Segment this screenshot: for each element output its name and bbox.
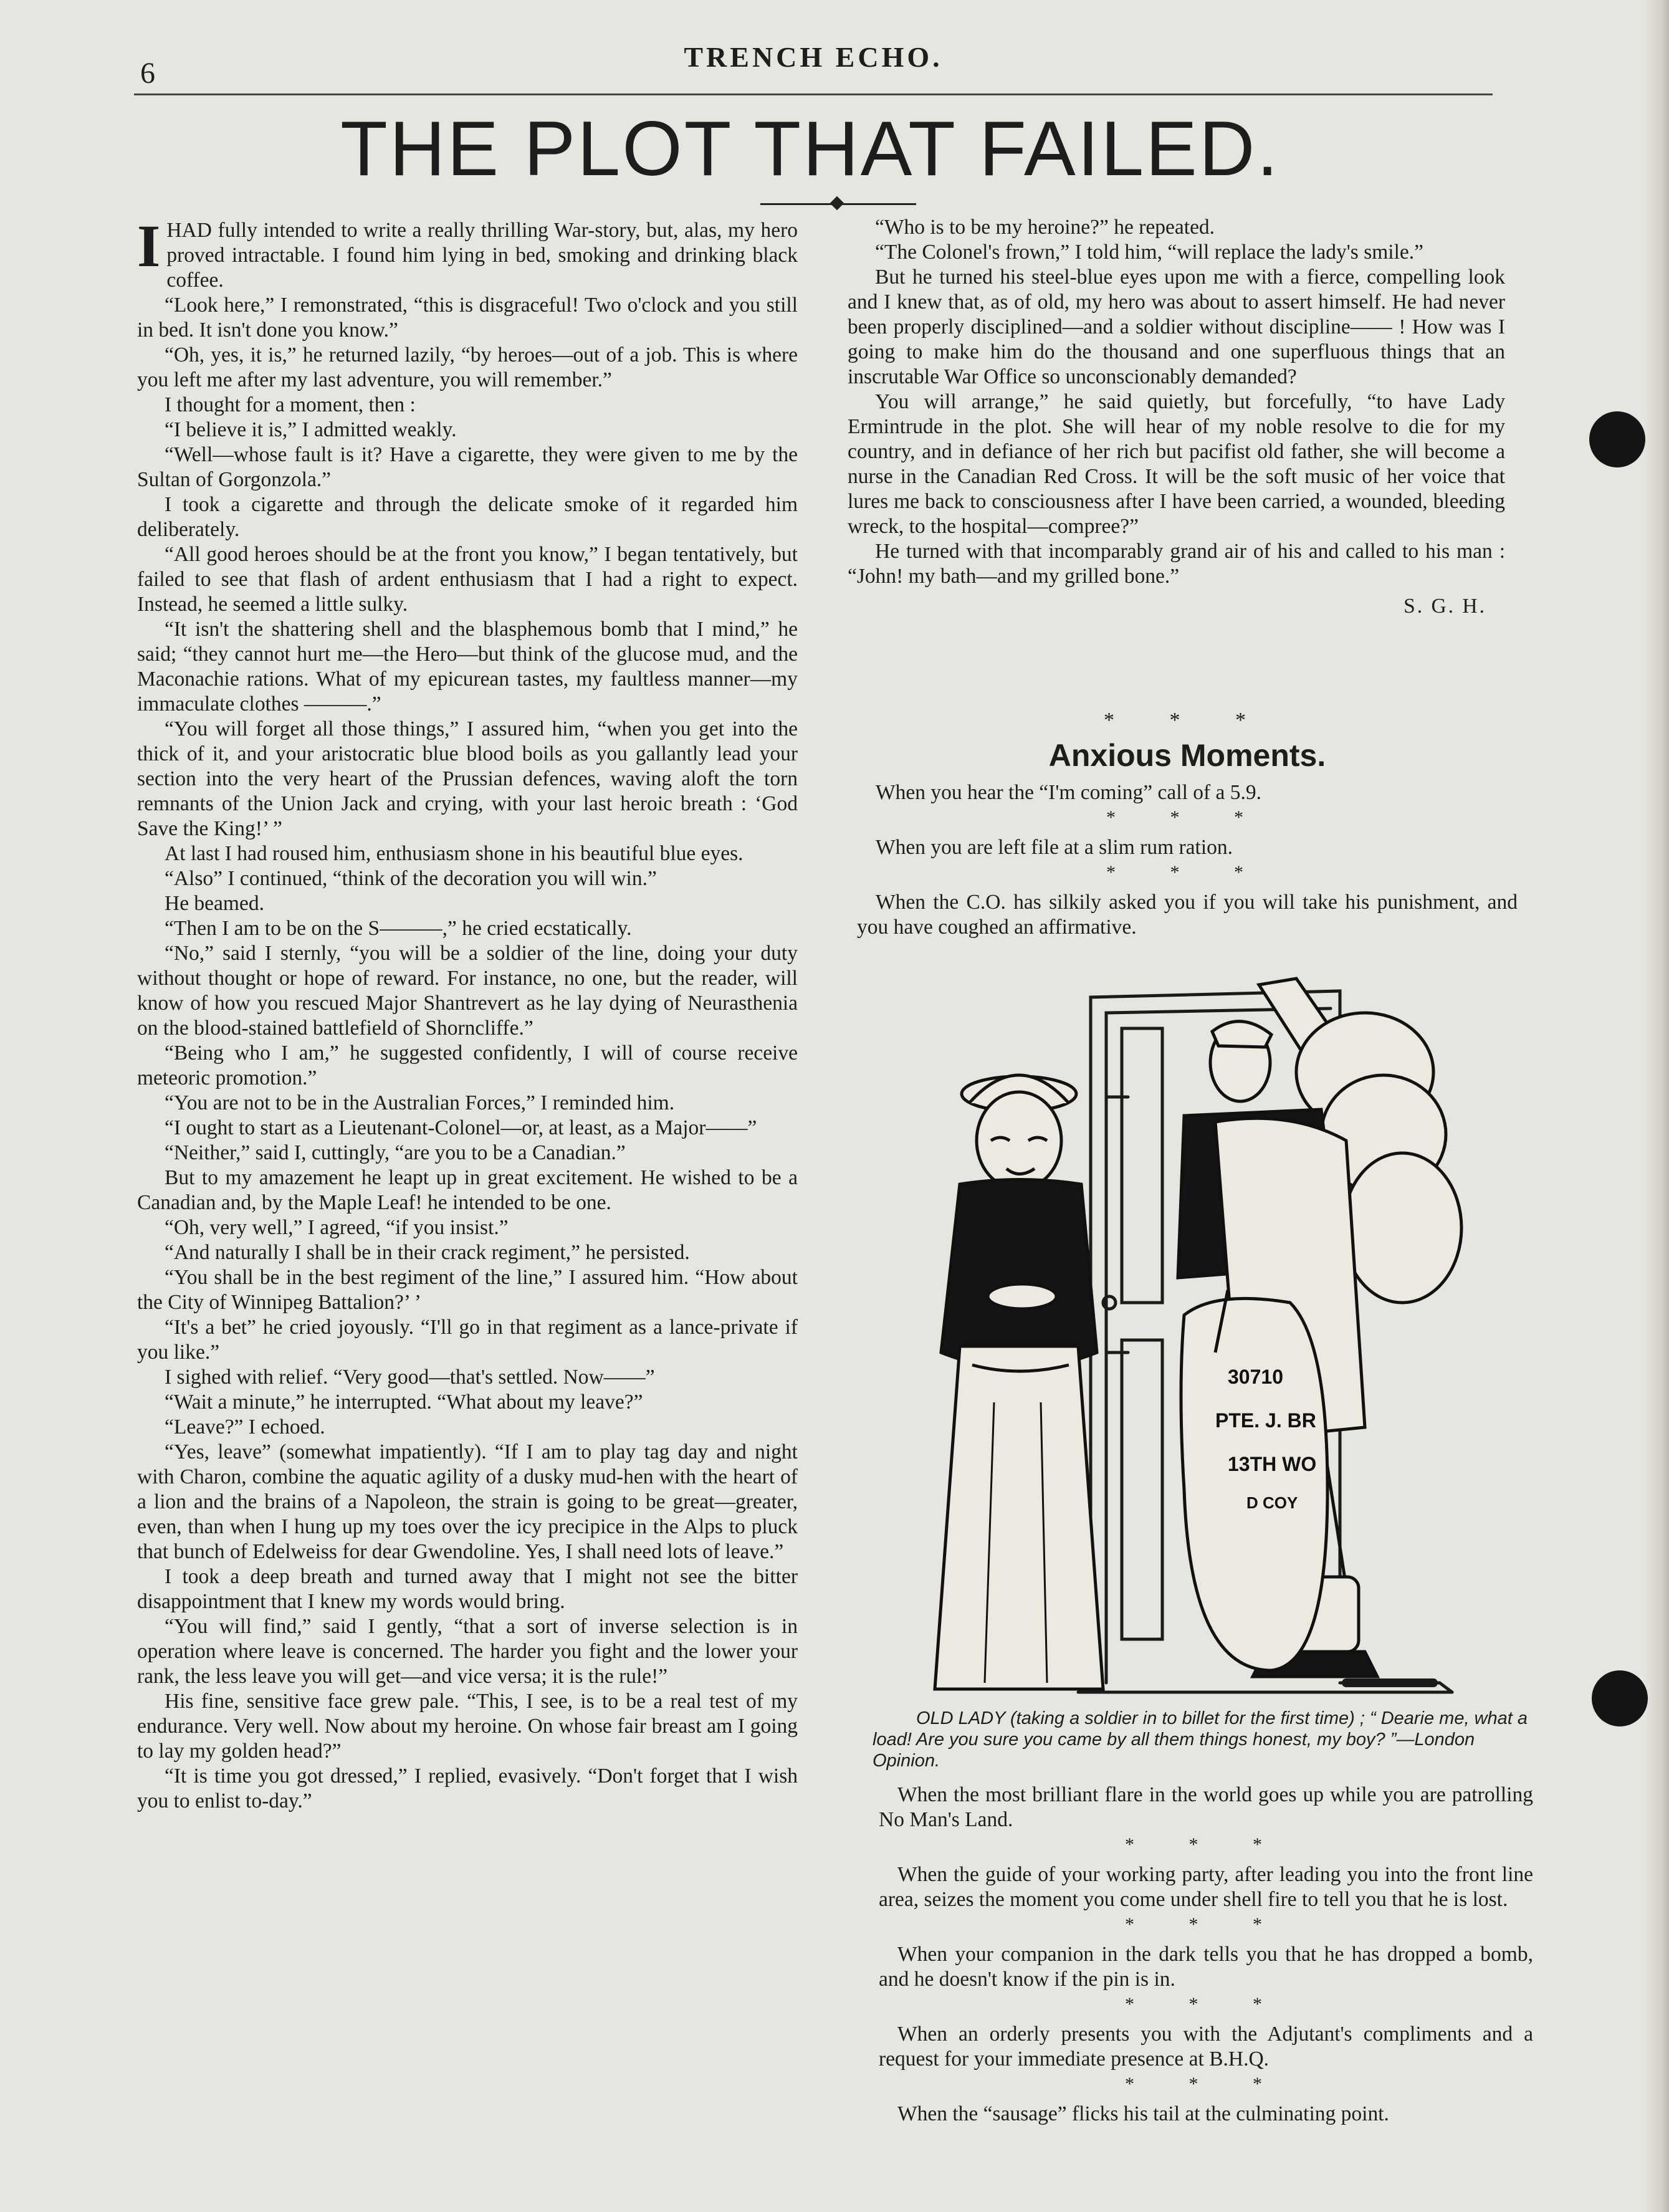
article-paragraph: I sighed with relief. “Very good—that's settled. Now——” bbox=[165, 1366, 655, 1389]
page-number: 6 bbox=[140, 57, 155, 90]
article-paragraph: “You are not to be in the Australian Forces,” I reminded him. bbox=[165, 1091, 675, 1114]
anxious-item: When the C.O. has silkily asked you if you will take his punishment, and you have coughed an affirmative. bbox=[857, 891, 1518, 939]
article-paragraph: “You will find,” said I gently, “that a sort of inverse selection is in operation where leave is concerned. The harder you fight and the lower your rank, the less leave you will get—and vice versa; it is the rule!” bbox=[137, 1615, 798, 1688]
article-paragraph: “The Colonel's frown,” I told him, “will replace the lady's smile.” bbox=[875, 241, 1424, 264]
item-separator: * * * bbox=[1125, 2074, 1287, 2094]
article-paragraph: “Oh, yes, it is,” he returned lazily, “by heroes—out of a job. This is where you left me after my last adventure, you will remember.” bbox=[137, 343, 798, 391]
article-paragraph: “Look here,” I remonstrated, “this is disgraceful! Two o'clock and you still in bed. It isn't done you know.” bbox=[137, 294, 798, 342]
anxious-item: When you are left file at a slim rum ration. bbox=[876, 836, 1233, 859]
kit-bag-stencil: 30710 bbox=[1228, 1366, 1283, 1388]
kit-bag-stencil: D COY bbox=[1246, 1493, 1298, 1512]
article-paragraph: I thought for a moment, then : bbox=[165, 393, 416, 416]
anxious-item: When the guide of your working party, after leading you into the front line area, seizes the moment you come under shell fire to tell you that he is lost. bbox=[879, 1863, 1533, 1911]
item-separator: * * * bbox=[1125, 1834, 1287, 1855]
article-paragraph: “Leave?” I echoed. bbox=[165, 1415, 325, 1439]
cartoon-caption: OLD LADY (taking a soldier in to billet for the first time) ; “ Dearie me, what a load! Are you sure you came by all them things honest, my boy? ”—London Opinion. bbox=[873, 1708, 1528, 1771]
article-paragraph: “Wait a minute,” he interrupted. “What about my leave?” bbox=[165, 1391, 643, 1414]
kit-bag bbox=[1181, 1290, 1327, 1670]
article-paragraph: At last I had roused him, enthusiasm shone in his beautiful blue eyes. bbox=[165, 842, 744, 865]
section-heading: Anxious Moments. bbox=[1048, 738, 1326, 773]
kit-bag-stencil: PTE. J. BR bbox=[1215, 1409, 1316, 1432]
masthead: TRENCH ECHO. bbox=[684, 41, 943, 73]
article-paragraph: I took a cigarette and through the delicate smoke of it regarded him deliberately. bbox=[137, 493, 798, 541]
anxious-item: When your companion in the dark tells you that he has dropped a bomb, and he doesn't know if the pin is in. bbox=[879, 1943, 1533, 1991]
item-separator: * * * bbox=[1125, 1914, 1287, 1935]
article-paragraph: You will arrange,” he said quietly, but forcefully, “to have Lady Ermintrude in the plot. She will hear of my noble resolve to die for my country, and in defiance of her rich but pacifist old father, she will become a nurse in the Canadian Red Cross. It will be the soft music of her voice that lures me back to consciousness after I have been carried, a wounded, bleeding wreck, to the hospital—compree?” bbox=[848, 390, 1505, 538]
item-separator: * * * bbox=[1106, 862, 1268, 883]
old-lady-figure bbox=[935, 1075, 1103, 1689]
article-paragraph: He beamed. bbox=[165, 892, 264, 915]
article-paragraph: “I believe it is,” I admitted weakly. bbox=[165, 418, 457, 441]
article-paragraph: His fine, sensitive face grew pale. “This, I see, is to be a real test of my endurance. Very well. Now about my heroine. On whose fair breast am I going to lay my golden head?” bbox=[137, 1690, 798, 1763]
article-paragraph: “I ought to start as a Lieutenant-Colonel—or, at least, as a Major——” bbox=[165, 1116, 757, 1139]
article-paragraph: “Who is to be my heroine?” he repeated. bbox=[875, 216, 1215, 239]
article-paragraph: “Neither,” said I, cuttingly, “are you to be a Canadian.” bbox=[165, 1141, 626, 1164]
article-paragraph: “Yes, leave” (somewhat impatiently). “If I am to play tag day and night with Charon, combine the aquatic agility of a dusky mud-hen with the heart of a lion and the brains of a Napoleon, the strain is going to be great—greater, even, than when I hung up my toes over the icy precipice in the Alps to pluck that bunch of Edelweiss for dear Gwendoline. Yes, I shall need lots of leave.” bbox=[137, 1440, 798, 1563]
article-left-column bbox=[137, 213, 798, 1814]
article-title: THE PLOT THAT FAILED. bbox=[340, 106, 1280, 192]
article-paragraph: “It's a bet” he cried joyously. “I'll go in that regiment as a lance-private if you like.” bbox=[137, 1316, 798, 1364]
article-paragraph: “You will forget all those things,” I assured him, “when you get into the thick of it, and your aristocratic blue blood boils as you gallantly lead your section into the very heart of the Prussian defences, waving aloft the torn remnants of the Union Jack and crying, with your last heroic breath : ‘God Save the King!’ ” bbox=[137, 717, 798, 840]
article-paragraph: “It isn't the shattering shell and the blasphemous bomb that I mind,” he said; “they cannot hurt me—the Hero—but think of the glucose mud, and the Maconachie rations. What of my epicurean tastes, my faultless manner—my immaculate clothes ———.” bbox=[137, 618, 798, 716]
drop-cap: I bbox=[137, 213, 161, 279]
article-paragraph: “It is time you got dressed,” I replied, evasively. “Don't forget that I wish you to enlist to-day.” bbox=[137, 1764, 798, 1812]
article-paragraph: “Then I am to be on the S———,” he cried ecstatically. bbox=[165, 917, 632, 940]
header-rule bbox=[134, 93, 1493, 95]
anxious-item: When the “sausage” flicks his tail at the culminating point. bbox=[897, 2102, 1389, 2125]
kit-bag-stencil: 13TH WO bbox=[1228, 1453, 1317, 1475]
article-right-column bbox=[848, 215, 1505, 619]
item-separator: * * * bbox=[1125, 1994, 1287, 2014]
article-paragraph: “And naturally I shall be in their crack regiment,” he persisted. bbox=[165, 1241, 690, 1264]
anxious-item: When the most brilliant flare in the world goes up while you are patrolling No Man's Land. bbox=[879, 1783, 1533, 1831]
author-signature: S. G. H. bbox=[1404, 595, 1486, 618]
article-paragraph: “Being who I am,” he suggested confidently, I will of course receive meteoric promotion.” bbox=[137, 1041, 798, 1089]
anxious-item: When an orderly presents you with the Adjutant's compliments and a request for your immediate presence at B.H.Q. bbox=[879, 2023, 1533, 2071]
article-paragraph: “No,” said I sternly, “you will be a soldier of the line, doing your duty without thought or hope of reward. For instance, no one, but the reader, will know of how you rescued Major Shantrevert as he lay dying of Neurasthenia on the blood-stained battlefield of Shorncliffe.” bbox=[137, 942, 798, 1040]
title-ornament-diamond bbox=[830, 196, 844, 211]
article-paragraph: IHAD fully intended to write a really thrilling War-story, but, alas, my hero proved intractable. I found him lying in bed, smoking and drinking black coffee. bbox=[137, 213, 798, 292]
page-edge bbox=[1644, 0, 1669, 2212]
article-paragraph: He turned with that incomparably grand air of his and called to his man : “John! my bath—and my grilled bone.” bbox=[848, 540, 1505, 588]
article-paragraph: “Well—whose fault is it? Have a cigarette, they were given to me by the Sultan of Gorgonzola.” bbox=[137, 443, 798, 491]
section-separator: * * * bbox=[1104, 709, 1271, 732]
item-separator: * * * bbox=[1106, 807, 1268, 828]
punch-hole bbox=[1592, 1670, 1648, 1726]
article-paragraph: But he turned his steel-blue eyes upon me with a fierce, compelling look and I knew that, as of old, my hero was about to assert himself. He had never been properly disciplined—and a soldier without discipline—— ! How was I going to make him do the thousand and one superfluous things that an inscrutable War Office so unconscionably demanded? bbox=[848, 266, 1505, 388]
punch-hole bbox=[1589, 411, 1645, 467]
article-paragraph: “All good heroes should be at the front you know,” I began tentatively, but failed to see that flash of ardent enthusiasm that I had a right to expect. Instead, he seemed a little sulky. bbox=[137, 543, 798, 616]
cartoon-illustration bbox=[891, 954, 1465, 1702]
page-header bbox=[134, 34, 1493, 90]
anxious-moments-section bbox=[857, 698, 1518, 940]
article-paragraph: But to my amazement he leapt up in great excitement. He wished to be a Canadian and, by the Maple Leaf! he intended to be one. bbox=[137, 1166, 798, 1214]
article-paragraph: “You shall be in the best regiment of the line,” I assured him. “How about the City of Winnipeg Battalion?’ ’ bbox=[137, 1266, 798, 1314]
article-paragraph: “Also” I continued, “think of the decoration you will win.” bbox=[165, 867, 657, 890]
article-paragraph: I took a deep breath and turned away that I might not see the bitter disappointment that I knew my words would bring. bbox=[137, 1565, 798, 1613]
article-paragraph: “Oh, very well,” I agreed, “if you insist.” bbox=[165, 1216, 509, 1239]
anxious-moments-continued bbox=[879, 1783, 1533, 2127]
anxious-item: When you hear the “I'm coming” call of a 5.9. bbox=[876, 781, 1262, 804]
